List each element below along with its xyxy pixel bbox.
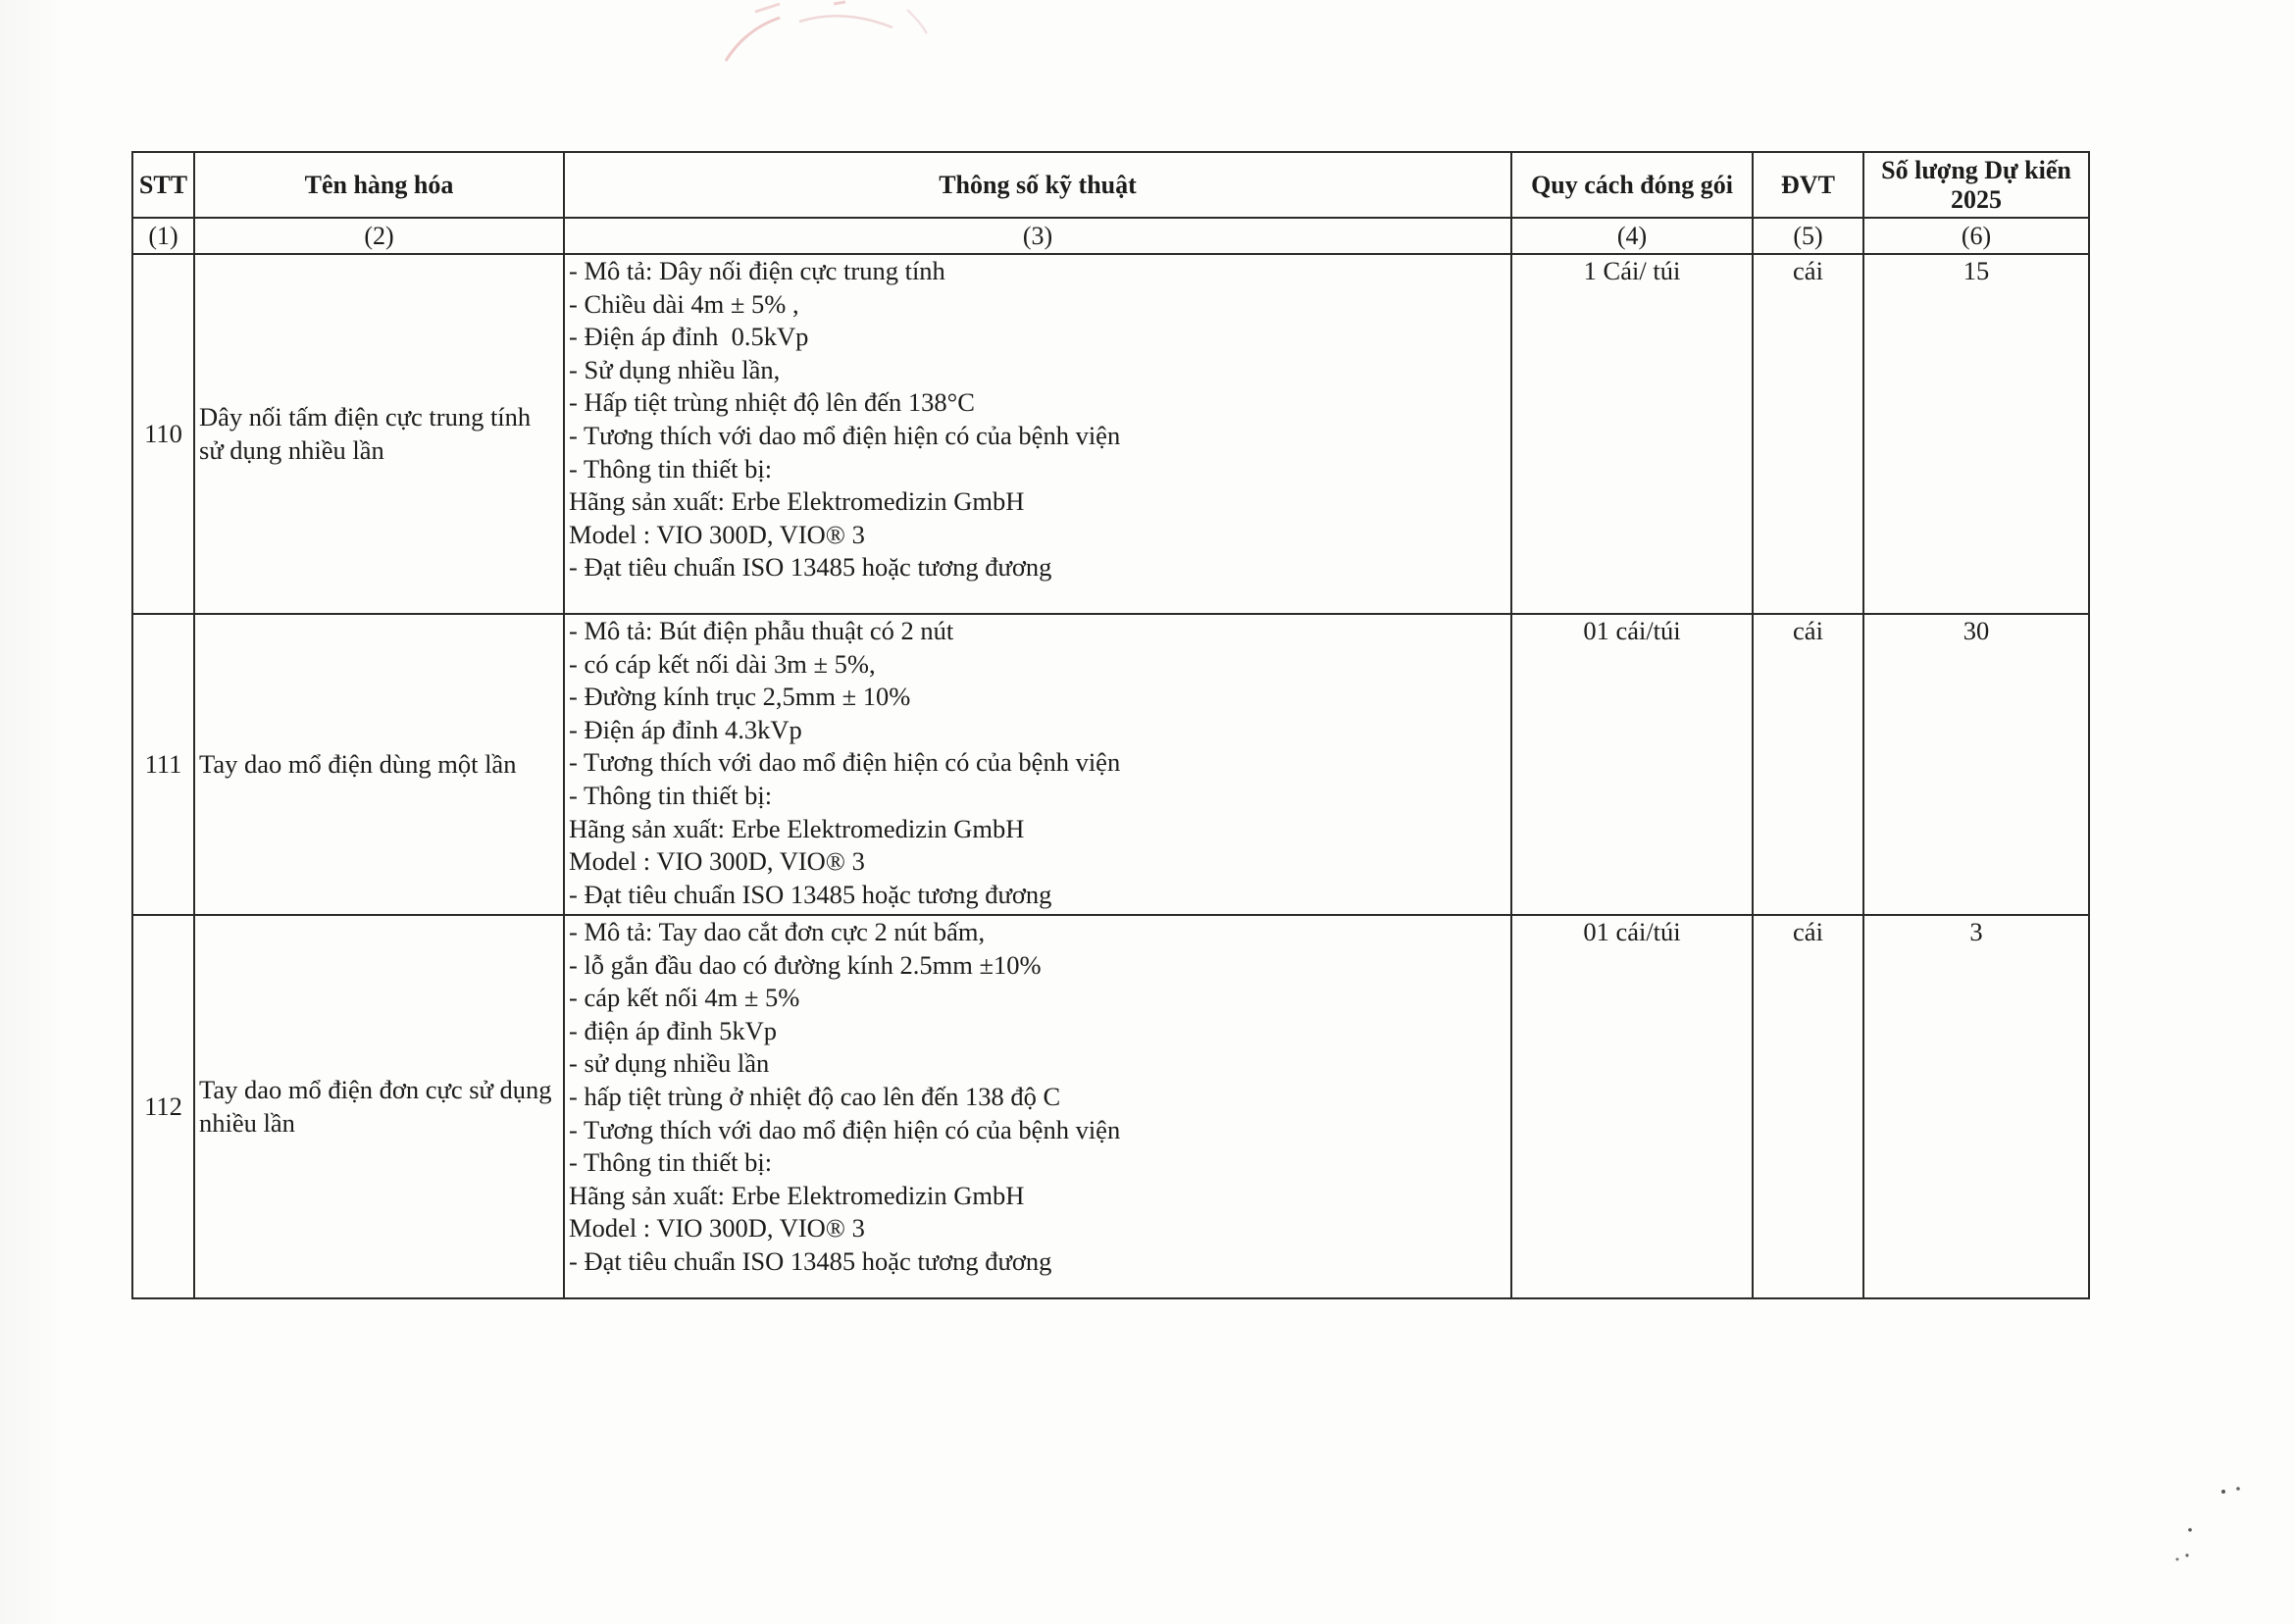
row-specs — [564, 614, 1511, 915]
column-number-row — [132, 218, 2089, 254]
row-unit: cái — [1753, 614, 1863, 915]
row-unit: cái — [1753, 915, 1863, 1298]
header-packing: Quy cách đóng gói — [1511, 152, 1753, 218]
spec-line: Model : VIO 300D, VIO® 3 — [569, 846, 865, 877]
spec-line: Hãng sản xuất: Erbe Elektromedizin GmbH — [569, 1180, 1025, 1210]
column-number: (2) — [194, 218, 564, 254]
table-row — [132, 254, 2089, 614]
column-number: (6) — [1863, 218, 2089, 254]
spec-line: - Chiều dài 4m ± 5% , — [569, 288, 799, 319]
row-name — [194, 915, 564, 1298]
header-name: Tên hàng hóa — [194, 152, 564, 218]
row-stt: 111 — [132, 614, 194, 915]
spec-line: - Mô tả: Bút điện phẫu thuật có 2 nút — [569, 616, 954, 645]
spec-line: - sử dụng nhiều lần — [569, 1048, 770, 1079]
row-unit: cái — [1753, 254, 1863, 614]
spec-line: - Điện áp đỉnh 0.5kVp — [569, 322, 809, 352]
goods-table — [131, 151, 2090, 1299]
row-name — [194, 254, 564, 614]
name-line: Dây nối tấm điện cực trung tính — [199, 401, 532, 431]
row-quantity: 3 — [1863, 915, 2089, 1298]
spec-line: - có cáp kết nối dài 3m ± 5%, — [569, 648, 876, 679]
spec-line: - Đạt tiêu chuẩn ISO 13485 hoặc tương đương — [569, 879, 1052, 909]
row-packing: 1 Cái/ túi — [1511, 254, 1753, 614]
row-stt: 110 — [132, 254, 194, 614]
spec-line: - hấp tiệt trùng ở nhiệt độ cao lên đến 138 độ C — [569, 1081, 1061, 1111]
row-stt: 112 — [132, 915, 194, 1298]
header-specs: Thông số kỹ thuật — [564, 152, 1511, 218]
row-packing: 01 cái/túi — [1511, 614, 1753, 915]
header-stt: STT — [132, 152, 194, 218]
name-line: sử dụng nhiều lần — [199, 434, 384, 465]
spec-line: - lỗ gắn đầu dao có đường kính 2.5mm ±10% — [569, 949, 1042, 980]
spec-line: - điện áp đỉnh 5kVp — [569, 1015, 777, 1045]
spec-line: - Thông tin thiết bị: — [569, 453, 773, 483]
header-row — [132, 152, 2089, 218]
name-line: Tay dao mổ điện dùng một lần — [199, 748, 517, 779]
scan-edge-shading — [0, 0, 69, 1624]
row-name — [194, 614, 564, 915]
spec-line: Model : VIO 300D, VIO® 3 — [569, 1213, 865, 1243]
spec-line: - Đạt tiêu chuẩn ISO 13485 hoặc tương đương — [569, 552, 1052, 583]
stamp-mark-trace — [687, 0, 951, 69]
spec-line: - Tương thích với dao mổ điện hiện có của bệnh viện — [569, 1114, 1121, 1144]
scan-specks — [2158, 1471, 2266, 1579]
spec-line: - Thông tin thiết bị: — [569, 780, 773, 810]
row-packing: 01 cái/túi — [1511, 915, 1753, 1298]
spec-line: - Thông tin thiết bị: — [569, 1147, 773, 1178]
header-quantity: Số lượng Dự kiến 2025 — [1863, 152, 2089, 218]
spec-line: - Tương thích với dao mổ điện hiện có của bệnh viện — [569, 747, 1121, 778]
column-number: (4) — [1511, 218, 1753, 254]
spec-line: Hãng sản xuất: Erbe Elektromedizin GmbH — [569, 486, 1025, 517]
name-line: Tay dao mổ điện đơn cực sử dụng — [199, 1074, 552, 1104]
header-unit: ĐVT — [1753, 152, 1863, 218]
column-number: (1) — [132, 218, 194, 254]
spec-line: - Hấp tiệt trùng nhiệt độ lên đến 138°C — [569, 387, 975, 418]
spec-line: - Tương thích với dao mổ điện hiện có của bệnh viện — [569, 420, 1121, 450]
row-specs — [564, 915, 1511, 1298]
spec-line: - Mô tả: Tay dao cắt đơn cực 2 nút bấm, — [569, 917, 986, 946]
column-number: (5) — [1753, 218, 1863, 254]
spec-line: - cáp kết nối 4m ± 5% — [569, 983, 800, 1013]
spec-line: Model : VIO 300D, VIO® 3 — [569, 519, 865, 549]
row-quantity: 30 — [1863, 614, 2089, 915]
spec-line: - Đường kính trục 2,5mm ± 10% — [569, 682, 911, 712]
row-quantity: 15 — [1863, 254, 2089, 614]
spec-line: - Mô tả: Dây nối điện cực trung tính — [569, 256, 945, 285]
name-line: nhiều lần — [199, 1107, 295, 1138]
column-number: (3) — [564, 218, 1511, 254]
spec-line: Hãng sản xuất: Erbe Elektromedizin GmbH — [569, 813, 1025, 843]
spec-line: - Sử dụng nhiều lần, — [569, 354, 781, 384]
spec-line: - Đạt tiêu chuẩn ISO 13485 hoặc tương đương — [569, 1245, 1052, 1276]
table-row — [132, 614, 2089, 915]
table-row — [132, 915, 2089, 1298]
spec-line: - Điện áp đỉnh 4.3kVp — [569, 714, 802, 744]
row-specs — [564, 254, 1511, 614]
